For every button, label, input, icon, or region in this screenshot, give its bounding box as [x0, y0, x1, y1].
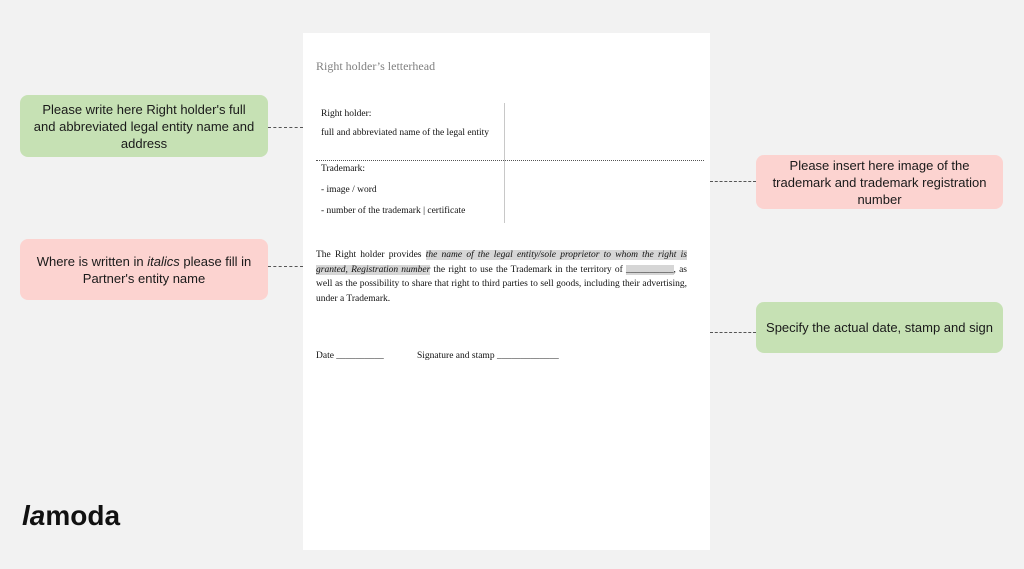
lamoda-logo: lamoda [22, 500, 121, 531]
italics-callout [20, 239, 268, 300]
date-connector [710, 332, 756, 333]
table-vertical-divider [504, 103, 505, 223]
info-table [316, 103, 704, 223]
document-page [303, 33, 710, 550]
rightholder-connector [268, 127, 303, 128]
rightholder-callout [20, 95, 268, 157]
signature-line: Signature and stamp _____________ [417, 351, 559, 361]
italic-placeholder: the name of the legal entity/sole proprietor to whom the right is granted, Registration number [316, 250, 687, 275]
trademark-callout-text: Please insert here image of the trademark and trademark registration number [772, 157, 987, 207]
trademark-label: Trademark: [321, 164, 365, 174]
right-holder-sub: full and abbreviated name of the legal entity [321, 128, 490, 138]
date-line: Date __________ [316, 351, 384, 361]
table-horizontal-divider [316, 160, 704, 161]
trademark-image: - image / word [321, 185, 377, 195]
letterhead: Right holder’s letterhead [316, 59, 436, 73]
date-callout [756, 302, 1003, 353]
right-holder-label: Right holder: [321, 109, 372, 119]
date-callout-text: Specify the actual date, stamp and sign [766, 320, 993, 335]
territory-blank: __________ [626, 264, 674, 275]
trademark-callout [756, 155, 1003, 209]
rightholder-callout-text: Please write here Right holder's full and abbreviated legal entity name and address [33, 101, 255, 151]
trademark-connector [710, 181, 756, 182]
italics-connector [268, 266, 303, 267]
italics-callout-text: Where is written in italics please fill in Partner's entity name [36, 253, 252, 286]
trademark-number: - number of the trademark | certificate [321, 206, 466, 216]
rights-paragraph: The Right holder provides the name of the legal entity/sole proprietor to whom the right is granted, Registration number the right to use the Trademark in the territory of __________, as well as the possibility to share that right to third parties to sell goods, including their advertising, under a Trademark. [316, 250, 687, 304]
